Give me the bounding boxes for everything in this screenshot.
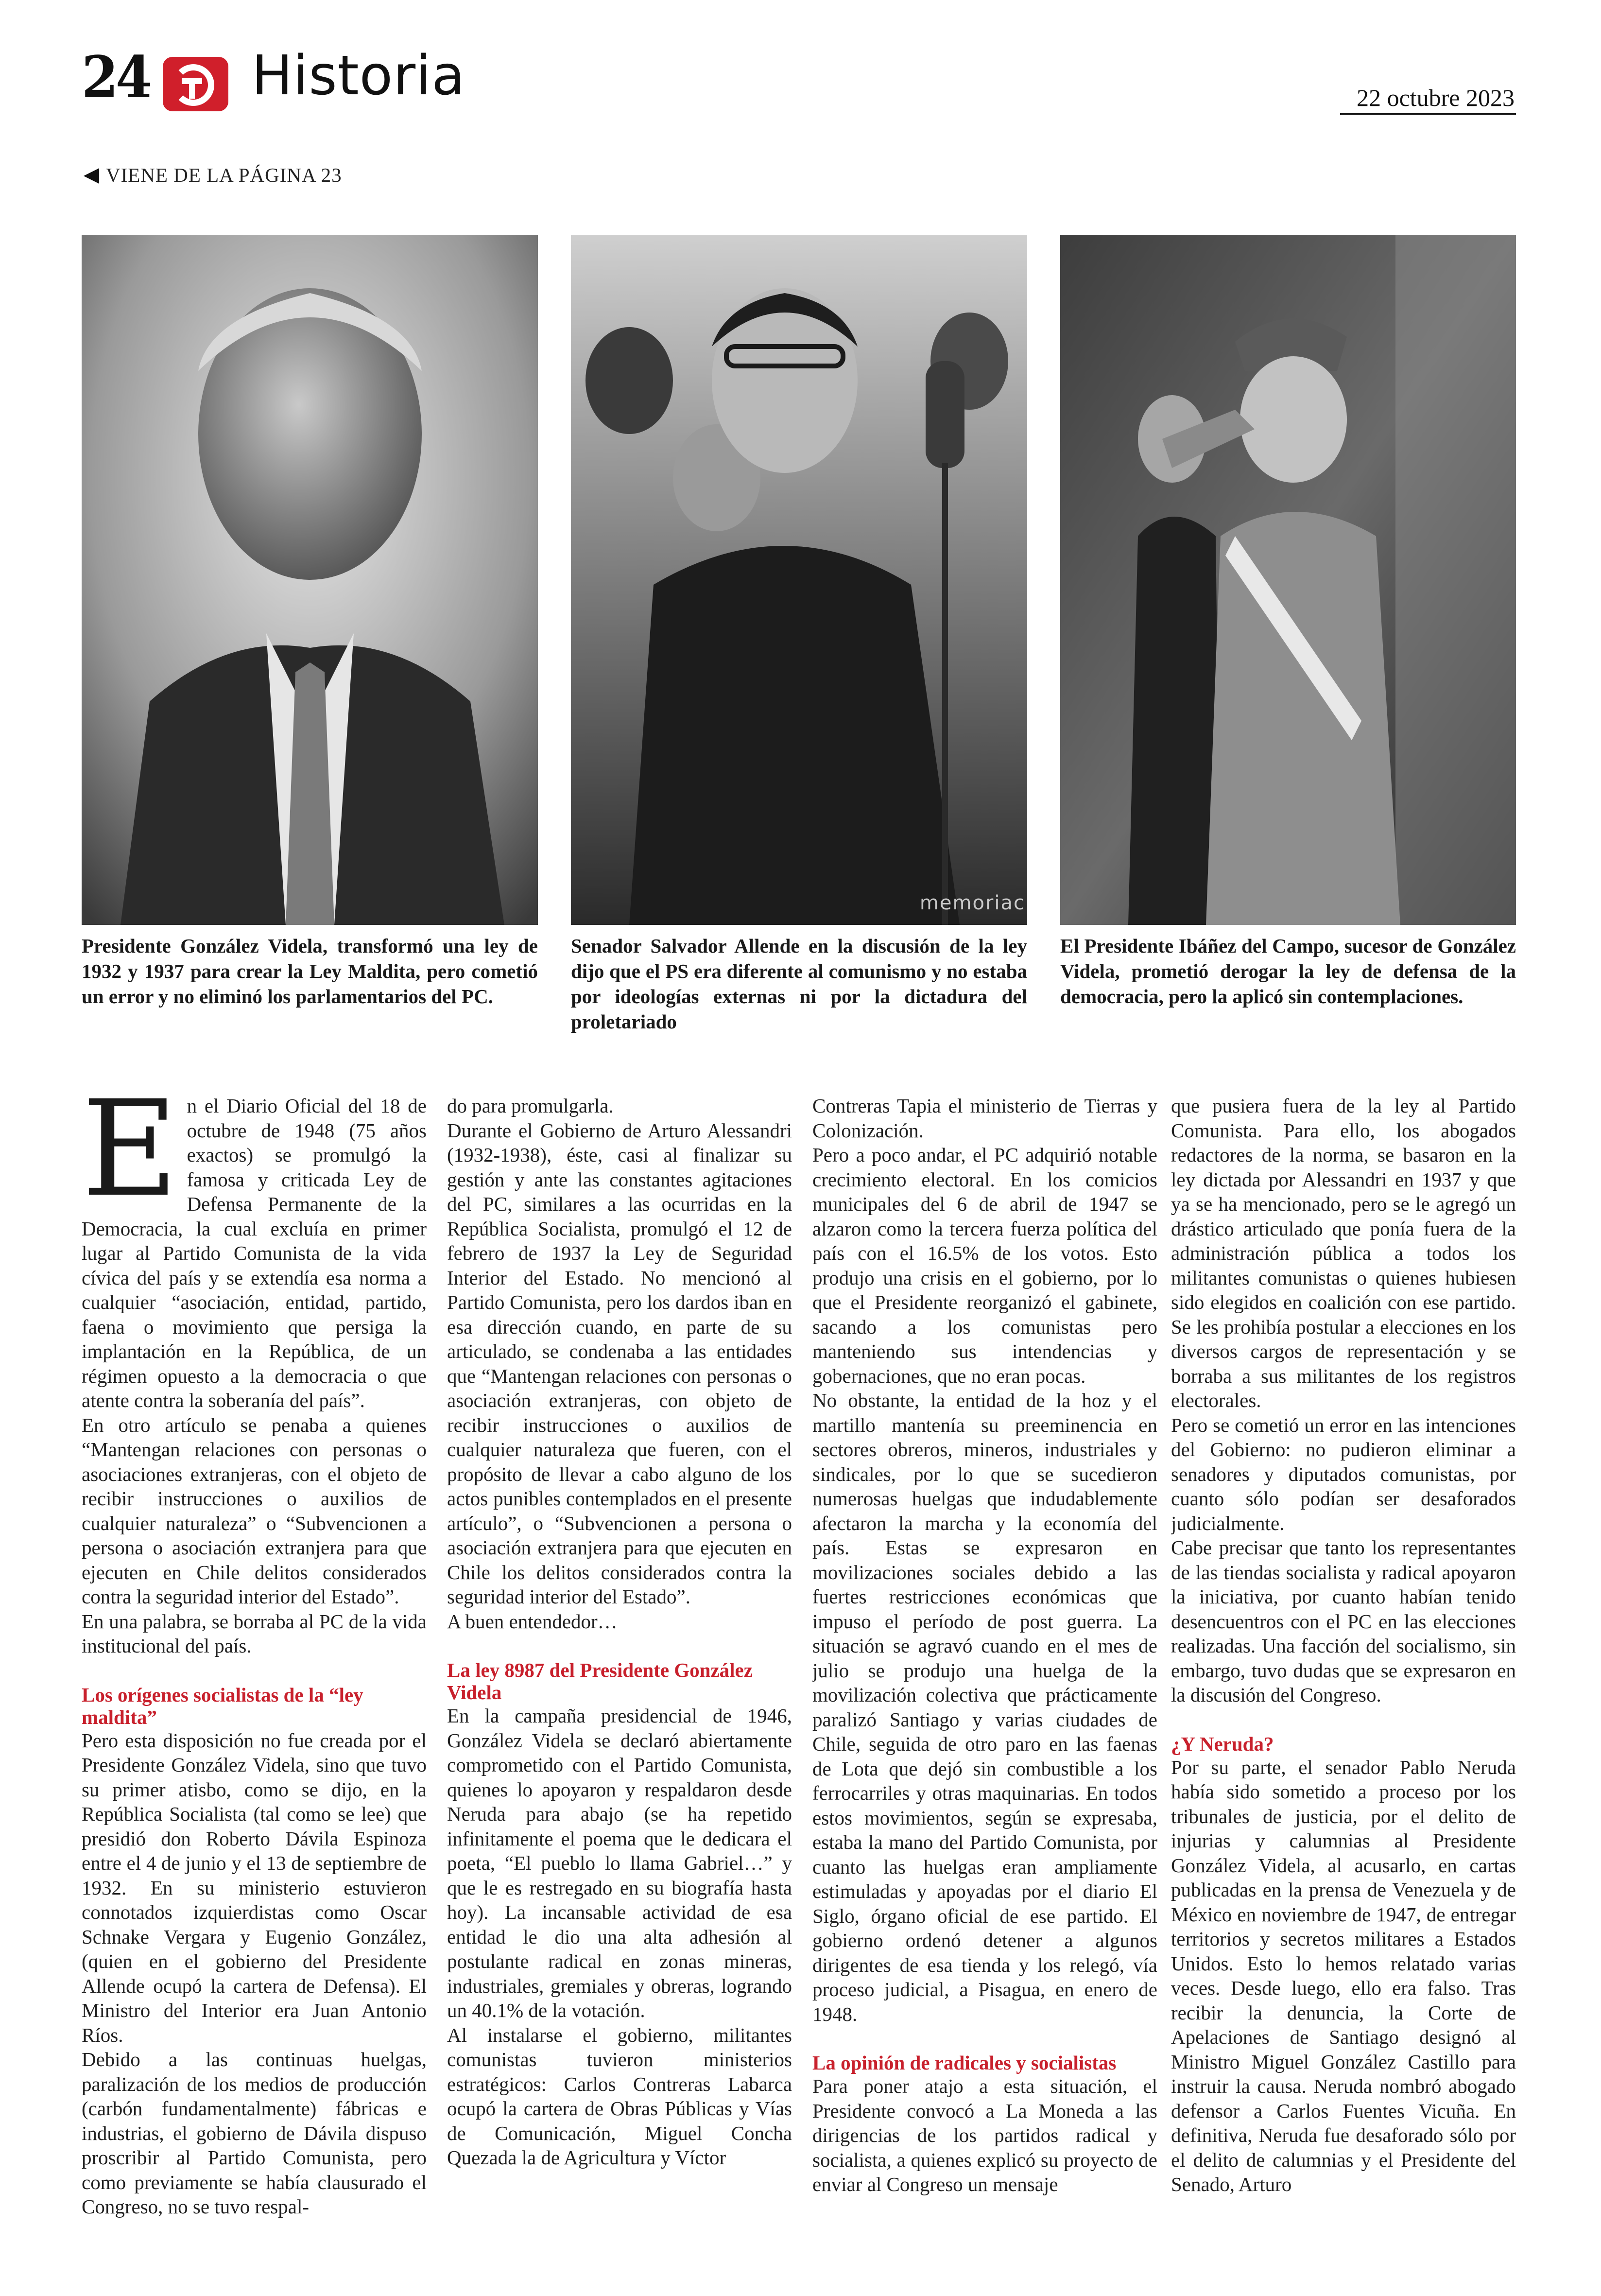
paragraph: En la campaña presidencial de 1946, González Videla se declaró abiertamente comprometido con el Partido Comunista, quienes lo apoyaron y respaldaron desde Neruda para abajo (se ha repetido infinitamente el poema que le dedicara el poeta, “El pueblo lo llama Gabriel…” y que le es restregado en su biografía hasta hoy). La incansable actividad de esa entidad le dio una alta adhesión al postulante radical en zonas mineras, industriales, gremiales y obreras, logrando un 40.1% de la votación. <box>447 1705 792 2021</box>
photo-salvador-allende <box>571 235 1027 925</box>
paragraph: Pero se cometió un error en las intenciones del Gobierno: no pudieron eliminar a senadores y diputados comunistas, por cuanto sólo podían ser desaforados judicialmente. <box>1171 1413 1516 1534</box>
subheading: ¿Y Neruda? <box>1171 1732 1274 1755</box>
subheading: La opinión de radicales y socialistas <box>812 2052 1117 2074</box>
page-number: 24 <box>82 43 150 111</box>
paragraph: No obstante, la entidad de la hoz y el martillo mantenía su preeminencia en sectores obreros, mineros, industriales y sindicales, por lo que se sucedieron numerosas huelgas que indudablemente afectaron la marcha y la economía del país. Estas se expresaron en movilizaciones sociales debido a las fuertes restricciones económicas que impuso el período de post guerra. La situación se agravó cuando en el mes de julio se produjo una huelga de la movilización colectiva que prácticamente paralizó Santiago y varias ciudades de Chile, seguida de otro paro en las faenas de Lota que dejó sin combustible a los ferrocarriles y otras maquinarias. En todos estos movimientos, según se expresaba, estaba la mano del Partido Comunista, por cuanto las huelgas eran ampliamente estimuladas y apoyadas por el diario El Siglo, órgano oficial de ese partido. El gobierno ordenó detener a algunos dirigentes de esa tienda y los relegó, vía proceso judicial, a Pisagua, en enero de 1948. <box>812 1389 1157 2025</box>
paragraph: Al instalarse el gobierno, militantes comunistas tuvieron ministerios estratégicos: Carlos Contreras Labarca ocupó la cartera de Obras Públicas y Vías de Comunicación, Miguel Concha Quezada la de Agricultura y Víctor <box>447 2023 792 2169</box>
paragraph: que pusiera fuera de la ley al Partido Comunista. Para ello, los abogados redactores de la norma, se basaron en la ley dictada por Alessandri en 1937 y que ya se ha mencionado, pero se le agregó un drástico articulado que ponía fuera de la administración pública a todos los militantes comunistas o quienes hubiesen sido elegidos en coalición con ese partido. Se les prohibía postular a elecciones en los diversos cargos de representación y se borraba a sus militantes de los registros electorales. <box>1171 1095 1516 1411</box>
photo-ibanez-del-campo <box>1060 235 1516 925</box>
continued-from-label: VIENE DE LA PÁGINA 23 <box>106 164 342 186</box>
photo-watermark: memoriac <box>919 892 1025 914</box>
paragraph: A buen entendedor… <box>447 1610 618 1633</box>
paragraph: n el Diario Oficial del 18 de octubre de 1948 (75 años exactos) se promulgó la famosa y criticada Ley de Defensa Permanente de la Democracia, la cual excluía en primer lugar al Partido Comunista de la vida cívica del país y se extendía esa norma a cualquier “asociación, entidad, partido, faena o movimiento que persiga la implantación en la República, de un régimen opuesto a la democracia o que atente contra la soberanía del país”. <box>82 1095 427 1411</box>
paragraph: Cabe precisar que tanto los representantes de las tiendas socialista y radical apoyaron la iniciativa, por cuanto habían tenido desencuentros con el PC en las elecciones realizadas. Una facción del socialismo, sin embargo, tuvo dudas que se expresaron en la discusión del Congreso. <box>1171 1536 1516 1706</box>
paragraph: Durante el Gobierno de Arturo Alessandri (1932-1938), éste, casi al finalizar su gestión y ante las constantes agitaciones del PC, similares a las ocurridas en la República Socialista, promulgó el 12 de febrero de 1937 la Ley de Seguridad Interior del Estado. No mencionó al Partido Comunista, pero los dardos iban en esa dirección cuando, en parte de su articulado, se condenaba a las entidades que “Mantengan relaciones con personas o asociación extranjeras, con objeto de recibir instrucciones o auxilios de cualquier naturaleza que fueren, con el propósito de llevar a cabo alguno de los actos punibles contemplados en el presente artículo”, o “Subvencionen a persona o asociación extranjera para que ejecuten en Chile los delitos considerados contra la seguridad interior del Estado”. <box>447 1119 792 1608</box>
paragraph: Para poner atajo a esta situación, el Presidente convocó a La Moneda a las dirigencias de los partidos radical y socialista, a quienes explicó su proyecto de enviar al Congreso un mensaje <box>812 2075 1157 2195</box>
continued-from <box>84 163 342 187</box>
section-title: Historia <box>252 44 465 107</box>
photo-caption: Presidente González Videla, transformó una ley de 1932 y 1937 para crear la Ley Maldita, pero cometió un error y no eliminó los parlamentarios del PC. <box>82 935 538 1008</box>
paragraph: Por su parte, el senador Pablo Neruda había sido sometido a proceso por los tribunales de justicia, por el delito de injurias y calumnias al Presidente González Videla, al acusarlo, en cartas publicadas en la prensa de Venezuela y de México en noviembre de 1947, de entregar territorios y secretos militares a Estados Unidos. Esto lo hemos relatado varias veces. Desde luego, ello era falso. Tras recibir la denuncia, la Corte de Apelaciones de Santiago designó al Ministro Miguel González Castillo para instruir la causa. Neruda nombró abogado defensor a Carlos Fuentes Vicuña. En definitiva, Neruda fue desaforado sólo por el delito de calumnias y el Presidente del Senado, Arturo <box>1171 1756 1516 2195</box>
subheading: La ley 8987 del Presidente González Videla <box>447 1659 753 1704</box>
dd-logo-icon <box>163 57 228 111</box>
issue-date: 22 octubre 2023 <box>1357 84 1515 111</box>
paragraph: En otro artículo se penaba a quienes “Mantengan relaciones con personas o asociaciones extranjeras, con el objeto de recibir instrucciones o auxilios de cualquier naturaleza” o “Subvencionen a persona o asociación extranjera para que ejecuten en Chile delitos considerados contra la seguridad interior del Estado”. <box>82 1413 427 1608</box>
article-column-3 <box>812 1094 1157 2289</box>
article-column-1 <box>82 1094 427 2289</box>
photo-caption: El Presidente Ibáñez del Campo, sucesor de González Videla, prometió derogar la ley de defensa de la democracia, pero la aplicó sin contemplaciones. <box>1060 935 1516 1008</box>
photo-caption: Senador Salvador Allende en la discusión de la ley dijo que el PS era diferente al comunismo y no estaba por ideologías externas ni por la dictadura del proletariado <box>571 935 1027 1033</box>
article-column-4 <box>1171 1094 1516 2289</box>
paragraph: Pero esta disposición no fue creada por el Presidente González Videla, sino que tuvo su primer atisbo, como se dijo, en la República Socialista (tal como se lee) que presidió don Roberto Dávila Espinoza entre el 4 de junio y el 13 de septiembre de 1932. En su ministerio estuvieron connotados izquierdistas como Oscar Schnake Vergara y Eugenio González, (quien en el gobierno del Presidente Allende ocupó la cartera de Defensa). El Ministro del Interior era Juan Antonio Ríos. <box>82 1729 427 2046</box>
subheading: Los orígenes socialistas de la “ley maldita” <box>82 1683 363 1728</box>
paragraph: Pero a poco andar, el PC adquirió notable crecimiento electoral. En los comicios municipales del 6 de abril de 1947 se alzaron como la tercera fuerza política del país con el 16.5% de los votos. Esto produjo una crisis en el gobierno, por lo que el Presidente reorganizó el gabinete, sacando a los comunistas pero manteniendo sus intendencias y gobernaciones, que no eran pocas. <box>812 1144 1157 1387</box>
article-column-2 <box>447 1094 792 2289</box>
paragraph: do para promulgarla. <box>447 1095 614 1117</box>
date-underline <box>1340 113 1516 115</box>
triangle-left-icon <box>84 168 99 184</box>
paragraph: Debido a las continuas huelgas, paralización de los medios de producción (carbón fundamentalmente) fábricas e industrias, el gobierno de Dávila dispuso proscribir al Partido Comunista, pero como previamente se había clausurado el Congreso, no se tuvo respal- <box>82 2048 427 2218</box>
paragraph: Contreras Tapia el ministerio de Tierras y Colonización. <box>812 1095 1157 1142</box>
photo-gonzalez-videla <box>82 235 538 925</box>
drop-cap: E <box>82 1094 178 1226</box>
paragraph: En una palabra, se borraba al PC de la vida institucional del país. <box>82 1610 427 1657</box>
